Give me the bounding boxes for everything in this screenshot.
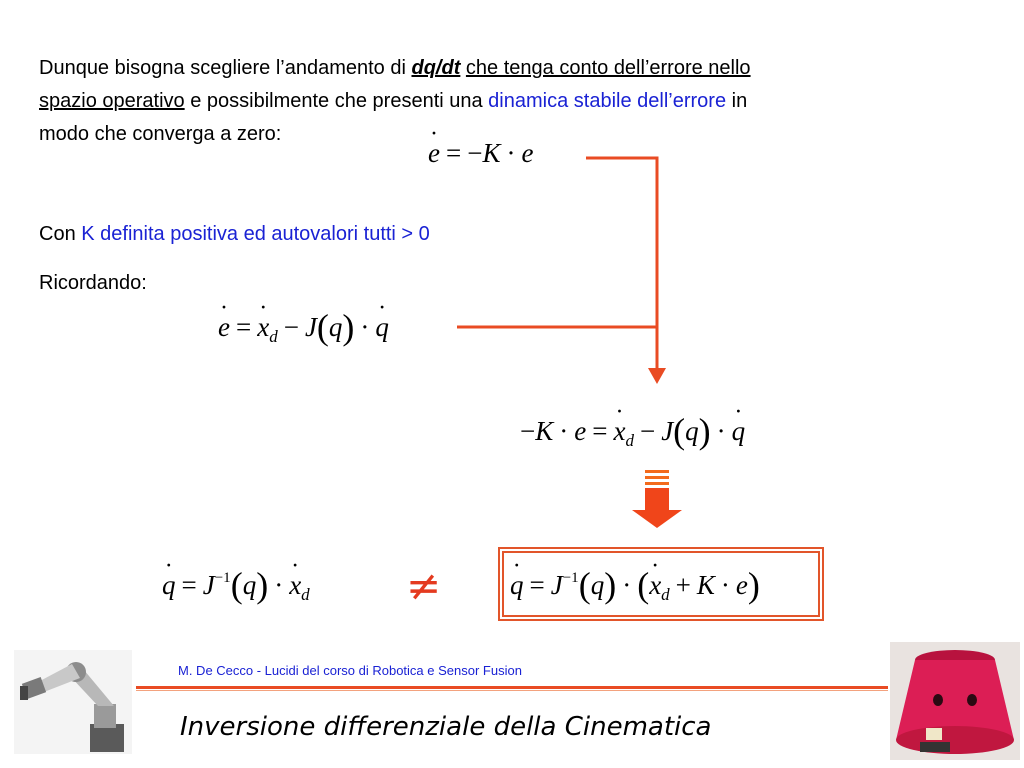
k-condition [39, 218, 430, 251]
intro-paragraph [39, 52, 969, 151]
equation-simple-inverse: q · = $J^{-1}(q) \cdot x \cdot_d$ [162, 564, 310, 606]
k-definition: K definita positiva ed autovalori tutti > 0 [81, 223, 430, 245]
not-equal-sign: ≠ [406, 561, 442, 610]
intro-text-1: Dunque bisogna scegliere l’andamento di [39, 57, 412, 79]
footer-divider-light [136, 690, 888, 691]
intro-text-2: e possibilmente che presenti una [184, 90, 489, 112]
robot-arm-icon [14, 650, 132, 754]
course-credit: M. De Cecco - Lucidi del corso di Robotica e Sensor Fusion [178, 663, 522, 678]
slide-title: Inversione differenziale della Cinematica [180, 712, 712, 742]
intro-text-4: modo che converga a zero: [39, 123, 282, 145]
dqdt-term: dq/dt [411, 57, 461, 79]
footer-divider [136, 686, 888, 689]
connector-line-top [586, 158, 657, 372]
spazio-operativo: spazio operativo [39, 90, 185, 112]
con-label: Con [39, 223, 82, 245]
ricordando-label: Ricordando: [39, 272, 147, 294]
equation-closed-loop-inverse: q · = $J^{-1}(q) \cdot (x \cdot_d + K \cdot e)$ [510, 564, 760, 606]
arrowhead-down [648, 368, 666, 384]
equation-error-derivative: e · = $x \cdot_d - J(q) \cdot q$ · [218, 306, 389, 348]
equation-combined: $-K \cdot e = x \cdot_d - J(q) \cdot q$ · [520, 410, 745, 452]
equation-error-dynamics: e · = −K · e [428, 138, 533, 169]
intro-text-underlined: che tenga conto dell’errore nello [465, 57, 751, 79]
intro-text-3: in [726, 90, 748, 112]
mobile-robot-icon [890, 642, 1020, 760]
stable-dynamics-phrase: dinamica stabile dell’errore [488, 90, 727, 112]
implication-arrow-icon [632, 470, 682, 528]
